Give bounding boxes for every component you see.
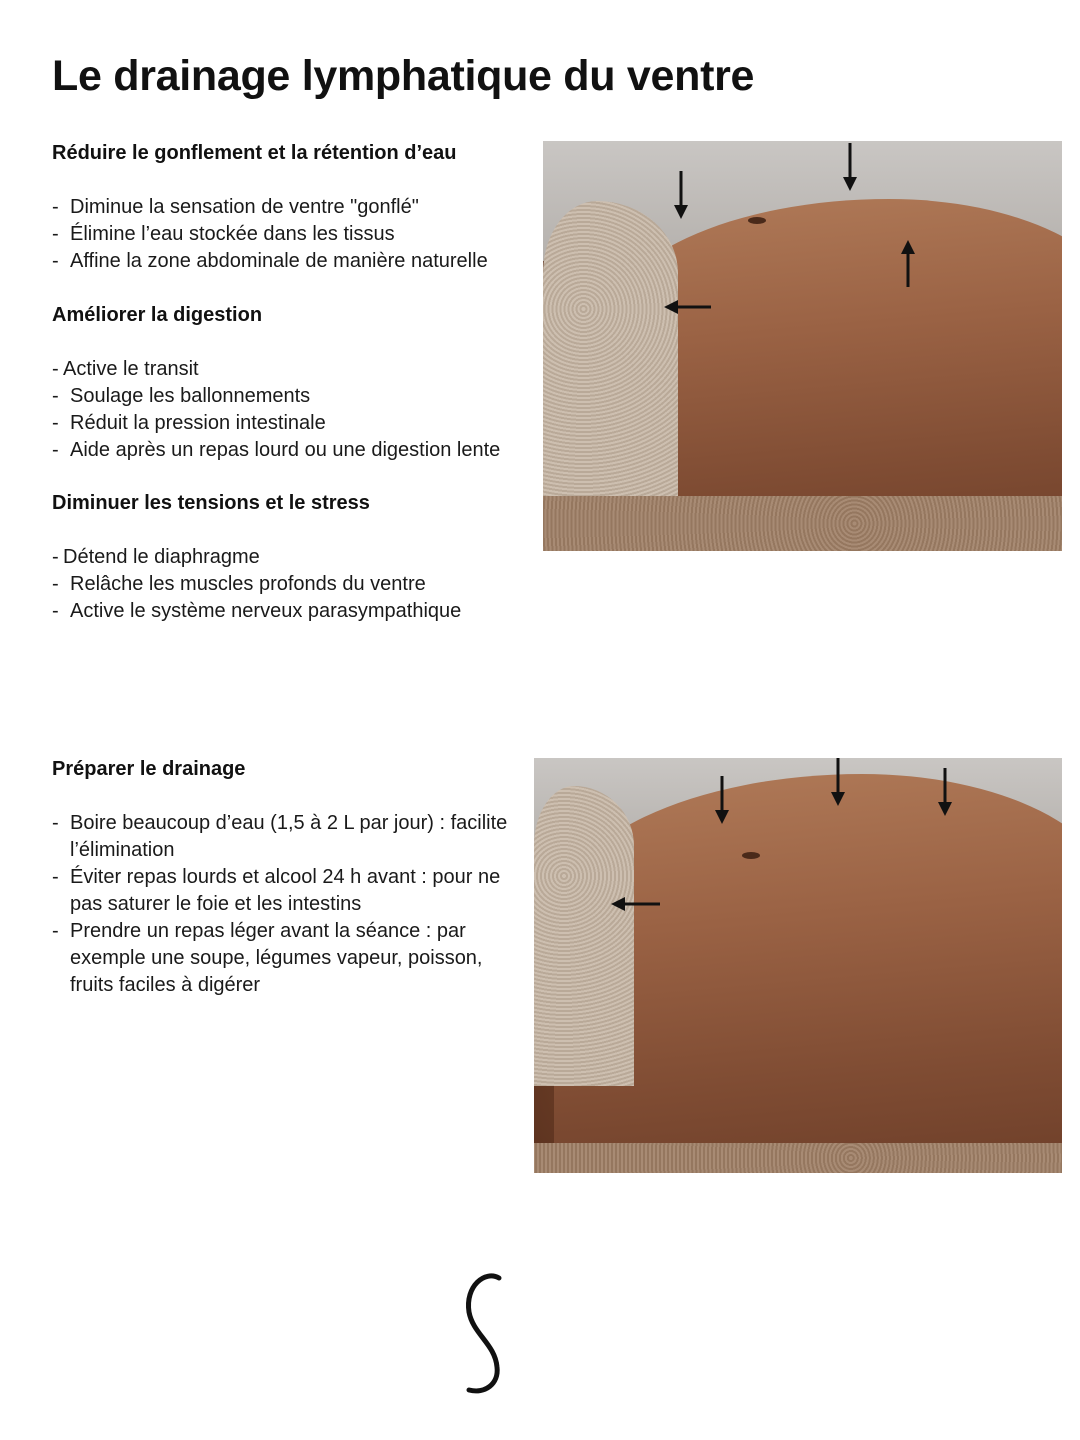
page-title: Le drainage lymphatique du ventre [52,52,755,100]
section-heading: Améliorer la digestion [52,304,263,326]
list-item: - Active le système nerveux parasympathique [52,600,462,622]
arrow-up-icon [898,239,918,289]
section-digestion [52,302,532,491]
section-heading: Réduire le gonflement et la rétention d’eau [52,142,457,164]
list-item: - Réduit la pression intestinale [52,412,326,434]
section-reduce-swelling [52,140,532,302]
section-prepare [52,756,512,1026]
arrow-down-icon [712,776,732,826]
towel-left [534,786,634,1086]
list-item: - Soulage les ballonnements [52,385,311,407]
bullet-list [52,356,532,464]
section-heading: Diminuer les tensions et le stress [52,492,370,514]
arrow-left-icon [610,894,662,914]
arrow-down-icon [671,171,691,221]
list-item: - Affine la zone abdominale de manière naturelle [52,250,488,272]
list-item: - Éviter repas lourds et alcool 24 h avant : pour ne pas saturer le foie et les intestins [52,866,501,915]
navel [748,217,766,224]
bullet-list [52,544,532,625]
bullet-list [52,810,512,999]
list-item: - Boire beaucoup d’eau (1,5 à 2 L par jour) : facilite l’élimination [52,812,508,861]
arrow-down-icon [935,768,955,818]
arrow-down-icon [840,143,860,193]
list-item: - Relâche les muscles profonds du ventre [52,573,426,595]
abdomen-photo-with-arrows [534,758,1062,1173]
list-item: - Détend le diaphragme [52,546,260,568]
arrow-left-icon [663,297,713,317]
towel-bottom [543,496,1062,551]
list-item: - Élimine l’eau stockée dans les tissus [52,223,395,245]
abdomen-photo-with-arrows [543,141,1062,551]
section-heading: Préparer le drainage [52,758,246,780]
section-stress [52,490,532,652]
navel [742,852,760,859]
list-item: - Aide après un repas lourd ou une digestion lente [52,439,501,461]
arrow-down-icon [828,758,848,808]
list-item: - Diminue la sensation de ventre "gonflé" [52,196,419,218]
script-s-logo [455,1272,515,1397]
towel-bottom [534,1143,1062,1173]
list-item: - Prendre un repas léger avant la séance : par exemple une soupe, légumes vapeur, poisson, fruits faciles à digérer [52,920,483,996]
bullet-list [52,194,532,275]
list-item: - Active le transit [52,358,199,380]
